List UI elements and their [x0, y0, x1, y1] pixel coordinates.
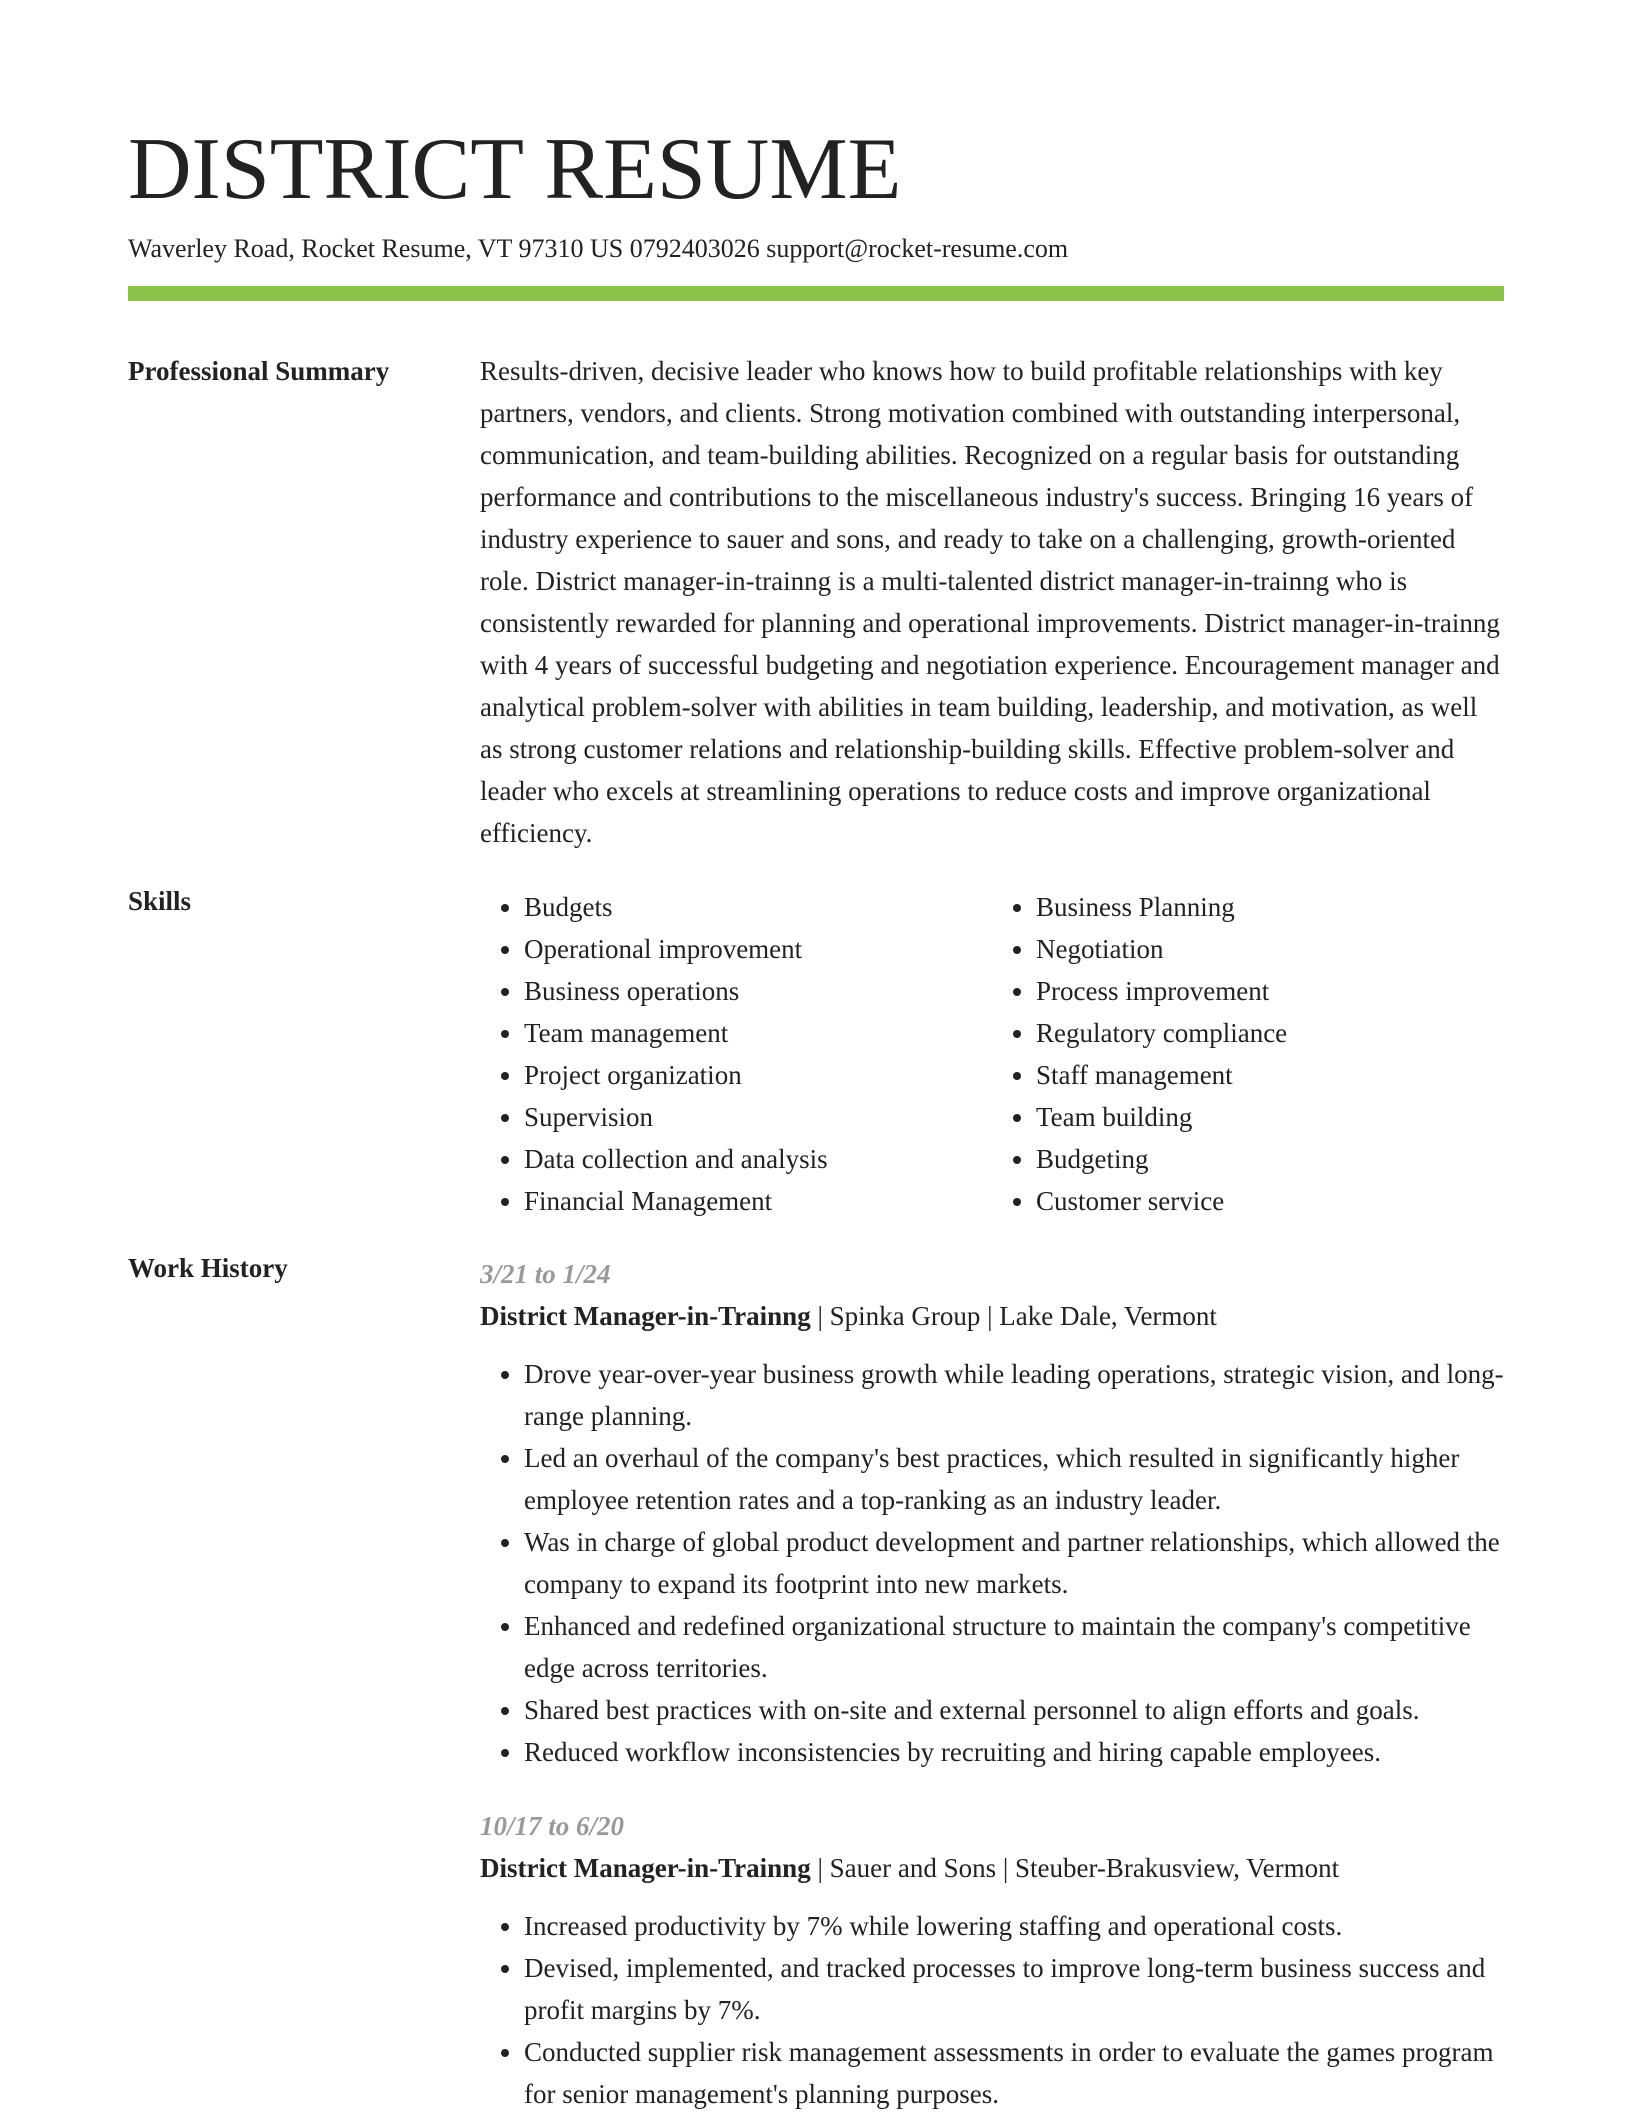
skills-column-left — [480, 886, 992, 1222]
work-history-heading: Work History — [128, 1253, 288, 1283]
skills-column-right — [992, 886, 1504, 1222]
skill-item: • Staff management — [1036, 1054, 1504, 1096]
job-bullet: • Was in charge of global product development and partner relationships, which allowed the company to expand its footprint into new markets. — [524, 1521, 1504, 1605]
job-dates: 10/17 to 6/20 — [480, 1811, 625, 1841]
skill-item: • Budgets — [524, 886, 992, 928]
job-bullet: • Devised, implemented, and tracked processes to improve long-term business success and profit margins by 7%. — [524, 1947, 1504, 2031]
skill-item: • Data collection and analysis — [524, 1138, 992, 1180]
skill-item: • Financial Management — [524, 1180, 992, 1222]
job-bullet: • Drove year-over-year business growth while leading operations, strategic vision, and long-range planning. — [524, 1353, 1504, 1437]
job-bullet: • Conducted supplier risk management assessments in order to evaluate the games program for senior management's planning purposes. — [524, 2031, 1504, 2115]
summary-heading: Professional Summary — [128, 356, 390, 386]
job-details: | Sauer and Sons | Steuber-Brakusview, Vermont — [810, 1853, 1340, 1883]
accent-divider — [128, 286, 1504, 301]
job-bullet: • Reduced workflow inconsistencies by recruiting and hiring capable employees. — [524, 1731, 1504, 1773]
resume-name: DISTRICT RESUME — [128, 121, 902, 218]
job-bullets — [480, 1353, 1504, 1773]
skill-item: • Regulatory compliance — [1036, 1012, 1504, 1054]
job-bullets — [480, 1905, 1504, 2115]
skill-item: • Negotiation — [1036, 928, 1504, 970]
skill-item: • Project organization — [524, 1054, 992, 1096]
job-title: District Manager-in-Trainng — [480, 1853, 811, 1883]
skill-item: • Customer service — [1036, 1180, 1504, 1222]
skill-item: • Budgeting — [1036, 1138, 1504, 1180]
skill-item: • Team building — [1036, 1096, 1504, 1138]
skill-item: • Team management — [524, 1012, 992, 1054]
skills-heading: Skills — [128, 886, 192, 916]
skills-list — [480, 886, 1504, 1222]
skill-item: • Business operations — [524, 970, 992, 1012]
job-bullet: • Enhanced and redefined organizational structure to maintain the company's competitive edge across territories. — [524, 1605, 1504, 1689]
job-title: District Manager-in-Trainng — [480, 1301, 811, 1331]
summary-text: Results-driven, decisive leader who knows how to build profitable relationships with key partners, vendors, and clients. Strong motivation combined with outstanding interpersonal, communication, and team-building abilities. Recognized on a regular basis for outstanding performance and contributions to the miscellaneous industry's success. Bringing 16 years of industry experience to sauer and sons, and ready to take on a challenging, growth-oriented role. District manager-in-trainng is a multi-talented district manager-in-trainng who is consistently rewarded for planning and operational improvements. District manager-in-trainng with 4 years of successful budgeting and negotiation experience. Encouragement manager and analytical problem-solver with abilities in team building, leadership, and motivation, as well as strong customer relations and relationship-building skills. Effective problem-solver and leader who excels at streamlining operations to reduce costs and improve organizational efficiency. — [480, 356, 1500, 848]
skill-item: • Operational improvement — [524, 928, 992, 970]
skill-item: • Process improvement — [1036, 970, 1504, 1012]
job-heading — [480, 1847, 1504, 1889]
job-heading — [480, 1295, 1504, 1337]
job-details: | Spinka Group | Lake Dale, Vermont — [810, 1301, 1217, 1331]
job-entry — [480, 1253, 1504, 1773]
skill-item: • Supervision — [524, 1096, 992, 1138]
job-bullet: • Led an overhaul of the company's best practices, which resulted in significantly higher employee retention rates and a top-ranking as an industry leader. — [524, 1437, 1504, 1521]
job-entry — [480, 1805, 1504, 2115]
job-bullet: • Shared best practices with on-site and external personnel to align efforts and goals. — [524, 1689, 1504, 1731]
contact-info: Waverley Road, Rocket Resume, VT 97310 US 0792403026 support@rocket-resume.com — [128, 234, 1069, 263]
skill-item: • Business Planning — [1036, 886, 1504, 928]
job-dates: 3/21 to 1/24 — [480, 1259, 611, 1289]
job-bullet: • Increased productivity by 7% while lowering staffing and operational costs. — [524, 1905, 1504, 1947]
